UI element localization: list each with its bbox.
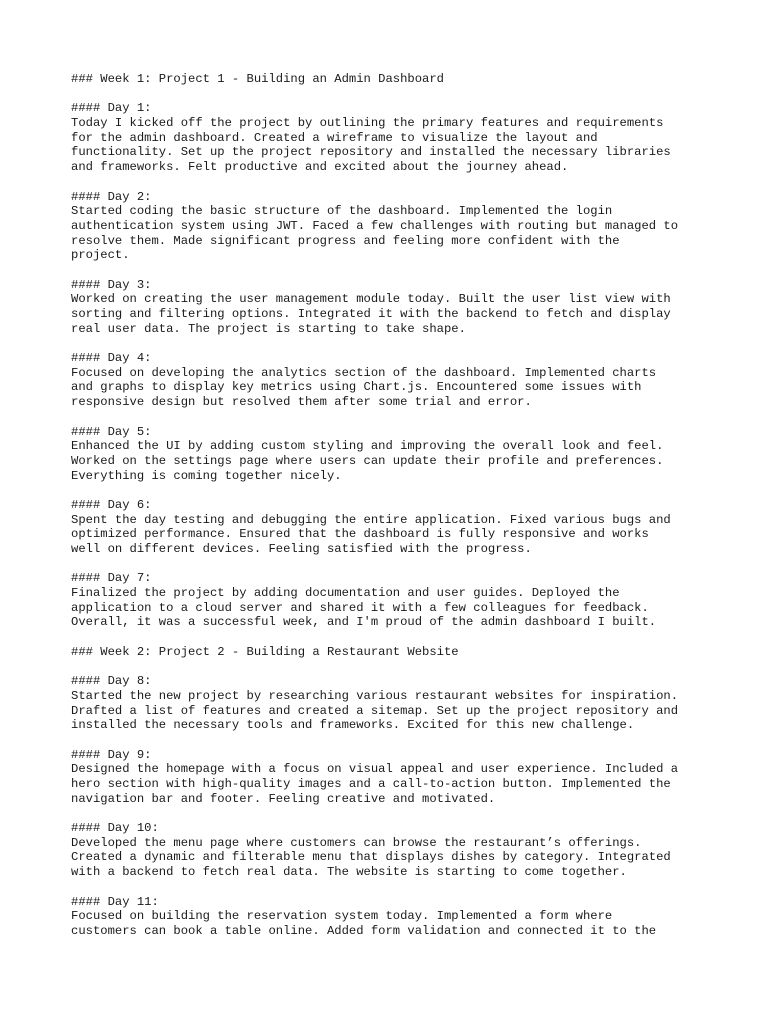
text-line: application to a cloud server and shared it with a few colleagues for feedback. xyxy=(71,600,649,615)
day-heading-text: #### Day 7: xyxy=(71,571,152,586)
text-line: and graphs to display key metrics using Chart.js. Encountered some issues with xyxy=(71,380,642,395)
text-line: Focused on developing the analytics section of the dashboard. Implemented charts xyxy=(71,365,657,380)
day-entry xyxy=(71,498,711,557)
day-entry xyxy=(71,101,711,174)
week-heading-text: ### Week 2: Project 2 - Building a Restaurant Website xyxy=(71,644,459,659)
text-line: responsive design but resolved them after some trial and error. xyxy=(71,395,532,410)
text-line: Finalized the project by adding documentation and user guides. Deployed the xyxy=(71,586,620,601)
text-line: real user data. The project is starting to take shape. xyxy=(71,321,466,336)
day-entry xyxy=(71,821,711,880)
text-line: for the admin dashboard. Created a wireframe to visualize the layout and xyxy=(71,130,598,145)
day-heading-text: #### Day 5: xyxy=(71,424,152,439)
text-line: sorting and filtering options. Integrated it with the backend to fetch and display xyxy=(71,307,671,321)
text-line: Everything is coming together nicely. xyxy=(71,468,342,483)
text-line: customers can book a table online. Added form validation and connected it to the xyxy=(71,923,657,938)
day-heading-text: #### Day 1: xyxy=(71,101,152,116)
day-heading-text: #### Day 6: xyxy=(71,497,152,512)
day-entry xyxy=(71,895,711,939)
day-heading-text: #### Day 2: xyxy=(71,189,152,204)
text-line: functionality. Set up the project repository and installed the necessary libraries xyxy=(71,145,671,160)
text-line: hero section with high-quality images and a call-to-action button. Implemented the xyxy=(71,777,671,791)
text-line: well on different devices. Feeling satisfied with the progress. xyxy=(71,542,532,556)
text-line: Designed the homepage with a focus on visual appeal and user experience. Included a xyxy=(71,762,679,777)
week-heading xyxy=(71,72,711,87)
text-line: authentication system using JWT. Faced a few challenges with routing but managed to xyxy=(71,218,679,233)
text-line: Focused on building the reservation system today. Implemented a form where xyxy=(71,909,613,924)
text-line: Created a dynamic and filterable menu that displays dishes by category. Integrated xyxy=(71,850,671,865)
text-line: optimized performance. Ensured that the dashboard is fully responsive and works xyxy=(71,527,649,542)
day-entry xyxy=(71,571,711,630)
text-line: Developed the menu page where customers can browse the restaurant’s offerings. xyxy=(71,835,642,850)
day-heading-text: #### Day 4: xyxy=(71,351,152,366)
text-line: Today I kicked off the project by outlining the primary features and requirements xyxy=(71,116,664,131)
day-heading-text: #### Day 10: xyxy=(71,821,159,836)
day-heading-text: #### Day 9: xyxy=(71,747,152,762)
text-line: Started the new project by researching various restaurant websites for inspiration. xyxy=(71,688,679,703)
text-line: Enhanced the UI by adding custom styling and improving the overall look and feel. xyxy=(71,439,664,454)
text-line: resolve them. Made significant progress and feeling more confident with the xyxy=(71,233,620,248)
day-entry xyxy=(71,351,711,410)
day-entry xyxy=(71,425,711,484)
day-heading-text: #### Day 3: xyxy=(71,277,152,292)
text-line: Worked on creating the user management module today. Built the user list view with xyxy=(71,292,671,307)
day-entry xyxy=(71,190,711,263)
text-line: installed the necessary tools and frameworks. Excited for this new challenge. xyxy=(71,718,635,733)
text-line: Spent the day testing and debugging the entire application. Fixed various bugs and xyxy=(71,512,671,527)
day-entry xyxy=(71,748,711,807)
text-line: Drafted a list of features and created a sitemap. Set up the project repository and xyxy=(71,703,679,718)
day-entry xyxy=(71,278,711,337)
text-line: navigation bar and footer. Feeling creative and motivated. xyxy=(71,791,496,806)
day-heading-text: #### Day 11: xyxy=(71,894,159,909)
week-heading xyxy=(71,645,711,660)
text-line: project. xyxy=(71,248,130,263)
text-line: Worked on the settings page where users can update their profile and preferences. xyxy=(71,453,664,468)
text-line: Started coding the basic structure of the dashboard. Implemented the login xyxy=(71,204,613,219)
week-heading-text: ### Week 1: Project 1 - Building an Admin Dashboard xyxy=(71,72,444,86)
text-line: with a backend to fetch real data. The website is starting to come together. xyxy=(71,865,627,880)
day-heading-text: #### Day 8: xyxy=(71,674,152,689)
document-page xyxy=(71,72,711,953)
day-entry xyxy=(71,674,711,733)
text-line: Overall, it was a successful week, and I'm proud of the admin dashboard I built. xyxy=(71,615,657,630)
text-line: and frameworks. Felt productive and excited about the journey ahead. xyxy=(71,160,569,175)
